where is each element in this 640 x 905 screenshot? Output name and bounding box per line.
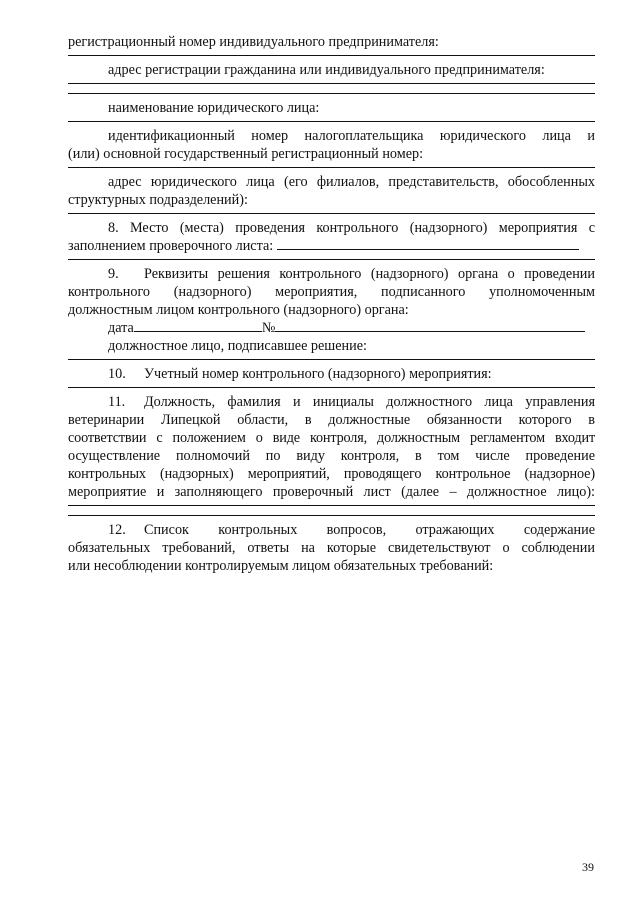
date-label: дата	[108, 320, 134, 336]
item-8-line1: 8. Место (места) проведения контрольного (надзорного) мероприятия с	[108, 220, 595, 236]
item-10-line	[68, 365, 595, 383]
item-11-line4: осуществление полномочий по виду контроля, в том числе проведение	[68, 448, 595, 464]
item-11-line2: ветеринарии Липецкой области, в должностные обязанности которого в	[68, 412, 595, 428]
item-8-line2	[68, 237, 595, 255]
item-11-line1	[68, 393, 595, 411]
signer-label: должностное лицо, подписавшее решение:	[108, 338, 367, 354]
legal-address-label-line1: адрес юридического лица (его филиалов, представительств, обособленных	[108, 174, 595, 190]
item-9-line2: контрольного (надзорного) мероприятия, подписанного уполномоченным	[68, 284, 595, 300]
blank-line[interactable]	[68, 255, 595, 265]
date-field[interactable]	[134, 319, 262, 332]
number-label: №	[261, 320, 276, 336]
item-12-line3: или несоблюдении контролируемым лицом обязательных требований:	[68, 558, 494, 574]
blank-line[interactable]	[68, 89, 595, 99]
item-12-line1	[68, 521, 595, 539]
blank-line[interactable]	[68, 117, 595, 127]
item-11-line3: соответствии с положением о виде контроля, должностным регламентом входит	[68, 430, 595, 446]
item-12-number: 12.	[108, 522, 126, 538]
item-11-number: 11.	[108, 394, 126, 410]
number-field[interactable]	[275, 319, 585, 332]
blank-line[interactable]	[68, 51, 595, 61]
ip-reg-number-label: регистрационный номер индивидуального предпринимателя:	[68, 34, 439, 50]
item-11-line6: мероприятие и заполняющего проверочный лист (далее – должностное лицо):	[68, 484, 595, 500]
blank-line[interactable]	[68, 511, 595, 521]
item-11-text: Должность, фамилия и инициалы должностного лица управления	[144, 394, 595, 410]
blank-line[interactable]	[68, 383, 595, 393]
place-field[interactable]	[277, 237, 579, 250]
item-8-label: заполнением проверочного листа:	[68, 238, 274, 254]
inn-label-line1: идентификационный номер налогоплательщика юридического лица и	[108, 128, 595, 144]
blank-line[interactable]	[68, 501, 595, 511]
item-9-number: 9.	[108, 266, 119, 282]
blank-line[interactable]	[68, 355, 595, 365]
item-10-number: 10.	[108, 366, 126, 382]
legal-address-label-line2: структурных подразделений):	[68, 192, 248, 208]
item-9-line1	[68, 265, 595, 283]
item-11-line5: контрольных (надзорных) мероприятий, проводящего контрольное (надзорное)	[68, 466, 595, 482]
blank-line[interactable]	[68, 79, 595, 89]
document-body	[68, 33, 595, 575]
date-number-line	[68, 319, 595, 337]
blank-line[interactable]	[68, 209, 595, 219]
item-12-text: Список контрольных вопросов, отражающих содержание	[144, 522, 595, 538]
item-9-text: Реквизиты решения контрольного (надзорного) органа о проведении	[144, 266, 595, 282]
page-number: 39	[582, 860, 594, 874]
citizen-address-label: адрес регистрации гражданина или индивидуального предпринимателя:	[108, 62, 545, 78]
item-9-line3: должностным лицом контрольного (надзорного) органа:	[68, 302, 409, 318]
item-12-line2: обязательных требований, ответы на которые свидетельствуют о соблюдении	[68, 540, 595, 556]
inn-label-line2: (или) основной государственный регистрационный номер:	[68, 146, 424, 162]
blank-line[interactable]	[68, 163, 595, 173]
item-10-text: Учетный номер контрольного (надзорного) мероприятия:	[144, 366, 492, 382]
legal-entity-name-label: наименование юридического лица:	[108, 100, 320, 116]
